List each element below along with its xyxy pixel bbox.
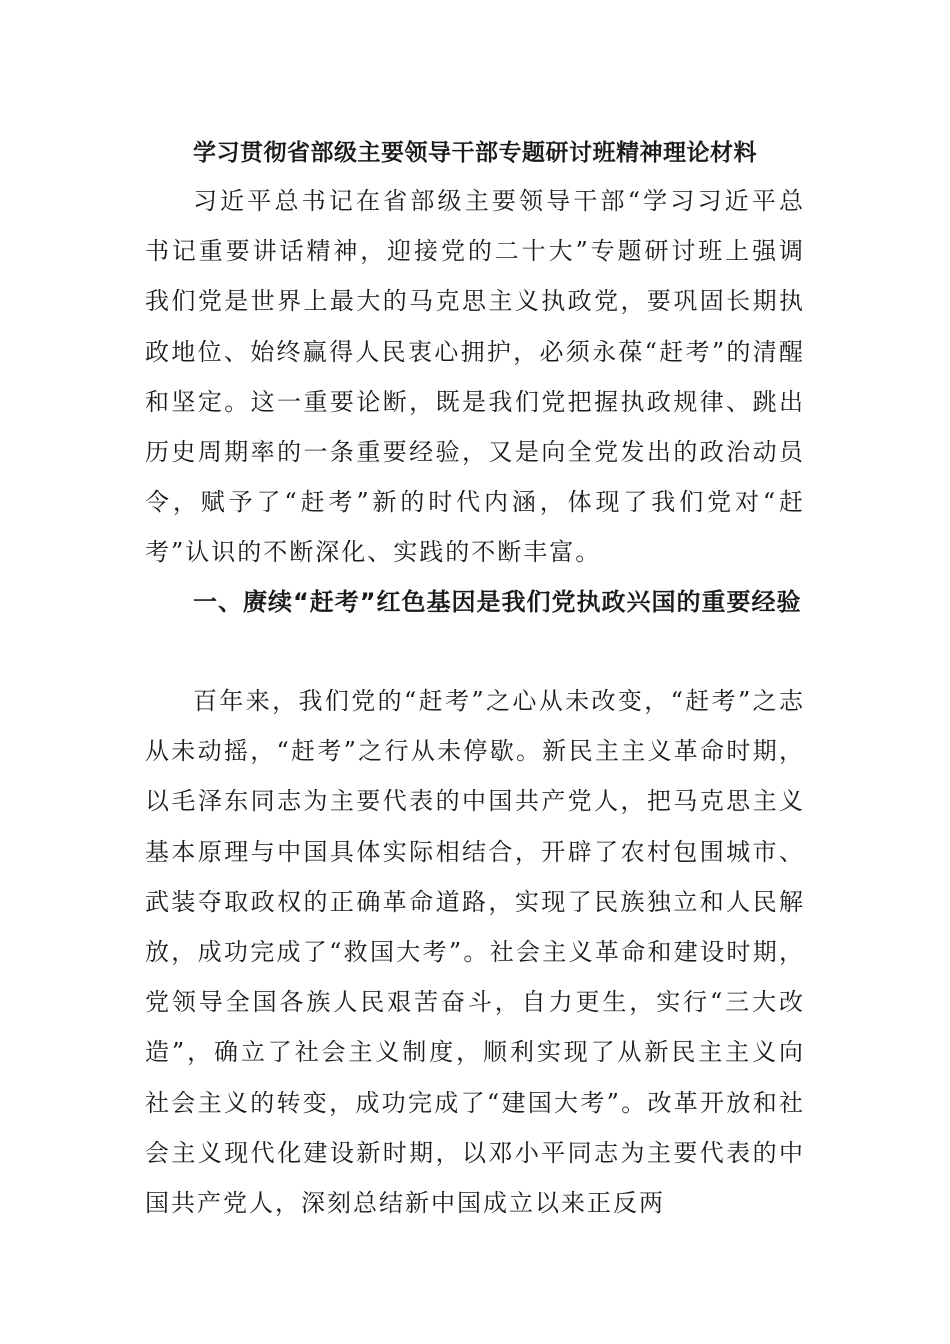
intro-paragraph: 习近平总书记在省部级主要领导干部“学习习近平总书记重要讲话精神，迎接党的二十大”专题研讨班上强调我们党是世界上最大的马克思主义执政党，要巩固长期执政地位、始终赢得人民衷心拥护，必须永葆“赶考”的清醒和坚定。这一重要论断，既是我们党把握执政规律、跳出历史周期率的一条重要经验，又是向全党发出的政治动员令，赋予了“赶考”新的时代内涵，体现了我们党对“赶考”认识的不断深化、实践的不断丰富。 [145,187,805,567]
section-heading-1: 一、赓续“赶考”红色基因是我们党执政兴国的重要经验 [193,588,802,616]
document-title: 学习贯彻省部级主要领导干部专题研讨班精神理论材料 [193,140,757,166]
section-1-paragraph: 百年来，我们党的“赶考”之心从未改变，“赶考”之志从未动摇，“赶考”之行从未停歇。新民主主义革命时期，以毛泽东同志为主要代表的中国共产党人，把马克思主义基本原理与中国具体实际相结合，开辟了农村包围城市、武装夺取政权的正确革命道路，实现了民族独立和人民解放，成功完成了“救国大考”。社会主义革命和建设时期，党领导全国各族人民艰苦奋斗，自力更生，实行“三大改造”，确立了社会主义制度，顺利实现了从新民主主义向社会主义的转变，成功完成了“建国大考”。改革开放和社会主义现代化建设新时期，以邓小平同志为主要代表的中国共产党人，深刻总结新中国成立以来正反两 [145,687,805,1218]
